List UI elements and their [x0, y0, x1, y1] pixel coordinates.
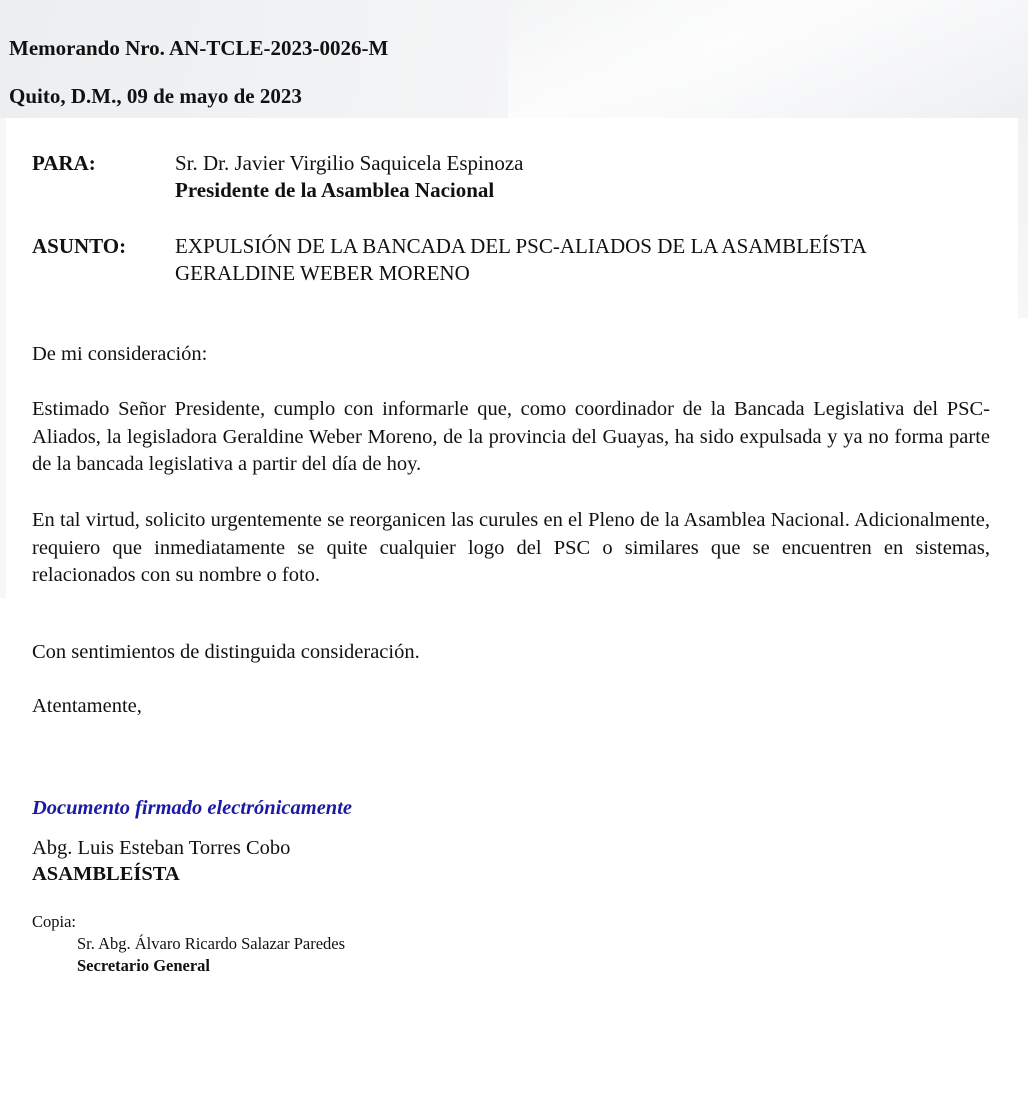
signer-role: ASAMBLEÍSTA — [32, 863, 180, 885]
subject-label: ASUNTO: — [32, 234, 127, 258]
copy-label: Copia: — [32, 912, 76, 931]
copy-block — [77, 933, 345, 977]
recipient-title: Presidente de la Asamblea Nacional — [175, 178, 495, 202]
to-label: PARA: — [32, 151, 96, 175]
memo-number: Memorando Nro. AN-TCLE-2023-0026-M — [9, 36, 389, 60]
sign-off: Atentamente, — [32, 695, 142, 717]
signer-name: Abg. Luis Esteban Torres Cobo — [32, 837, 291, 859]
subject-line: EXPULSIÓN DE LA BANCADA DEL PSC-ALIADOS DE LA ASAMBLEÍSTA — [175, 234, 867, 258]
body-paragraph: En tal virtud, solicito urgentemente se reorganicen las curules en el Pleno de la Asamblea Nacional. Adicionalmente, requiero que inmediatamente se quite cualquier logo del PSC o similares que se encuentren en sistemas, relacionados con su nombre o foto. — [32, 509, 990, 586]
signer-block — [32, 835, 290, 887]
greeting: De mi consideración: — [32, 343, 208, 365]
electronic-signature-note: Documento firmado electrónicamente — [32, 797, 352, 819]
memo-date: Quito, D.M., 09 de mayo de 2023 — [9, 84, 302, 108]
page-edge — [1018, 118, 1028, 318]
recipient-name: Sr. Dr. Javier Virgilio Saquicela Espinoza — [175, 151, 524, 175]
closing: Con sentimientos de distinguida consideración. — [32, 641, 420, 663]
subject-line: GERALDINE WEBER MORENO — [175, 261, 470, 285]
page-edge-left — [0, 118, 6, 598]
body-paragraph: Estimado Señor Presidente, cumplo con informarle que, como coordinador de la Bancada Legislativa del PSC-Aliados, la legisladora Geraldine Weber Moreno, de la provincia del Guayas, ha sido expulsada y ya no forma parte de la bancada legislativa a partir del día de hoy. — [32, 398, 990, 475]
copy-title: Secretario General — [77, 956, 211, 975]
to-block — [175, 150, 524, 204]
subject-block — [175, 233, 867, 287]
copy-name: Sr. Abg. Álvaro Ricardo Salazar Paredes — [77, 934, 346, 953]
